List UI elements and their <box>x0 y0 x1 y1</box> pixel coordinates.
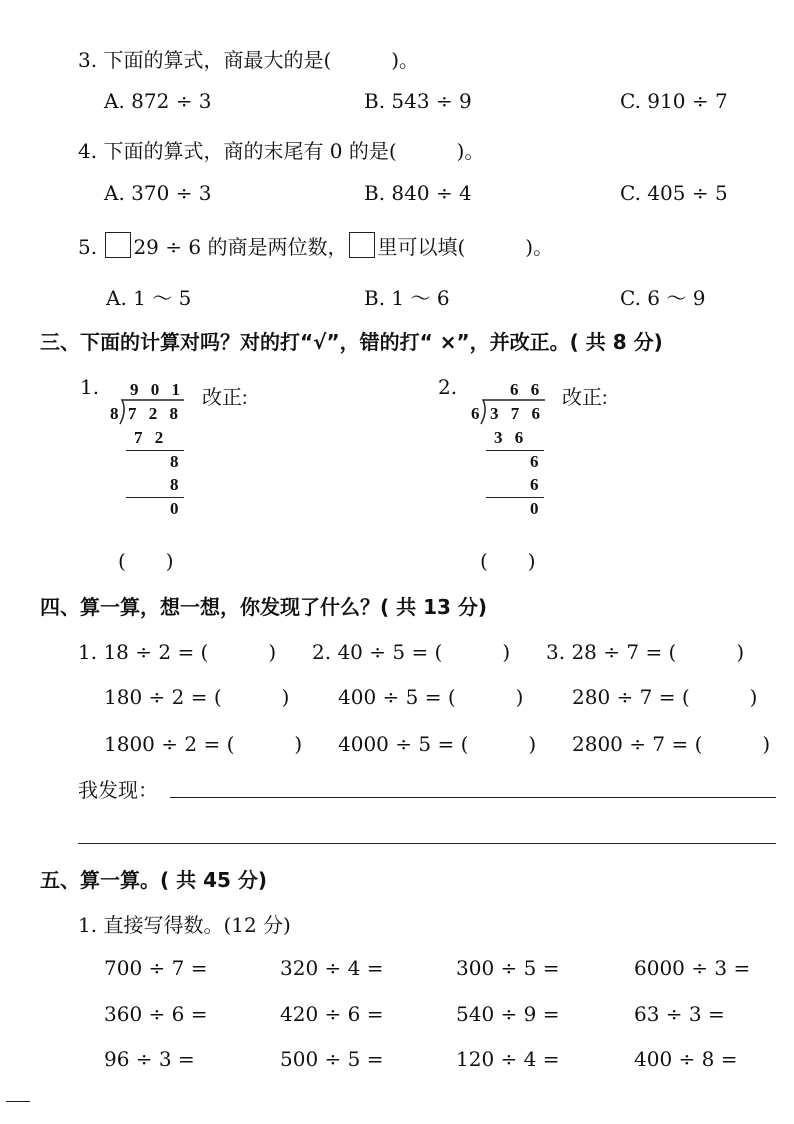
question-3-option-a: A. 872 ÷ 3 <box>104 89 212 113</box>
calc-item[interactable]: 2. 40 ÷ 5 = ( ) <box>312 640 511 664</box>
question-5-stem <box>78 231 553 260</box>
problem-1-dividend: 7 2 8 <box>128 404 182 423</box>
question-5-option-a: A. 1 ～ 5 <box>106 286 192 310</box>
calc-item[interactable]: 280 ÷ 7 = ( ) <box>572 685 758 709</box>
question-5-number: 5. <box>78 235 98 259</box>
problem-2-step2: 6 <box>530 452 543 471</box>
calc-item[interactable]: 2800 ÷ 7 = ( ) <box>572 732 771 756</box>
question-4-stem: 4. 下面的算式，商的末尾有 0 的是( )。 <box>78 139 485 163</box>
division-line <box>486 450 544 451</box>
calc-item[interactable]: 180 ÷ 2 = ( ) <box>104 685 290 709</box>
question-3-option-b: B. 543 ÷ 9 <box>364 89 472 113</box>
division-line <box>486 497 544 498</box>
problem-1-step2: 8 <box>170 452 183 471</box>
discover-answer-line[interactable] <box>170 797 776 798</box>
question-4-option-b: B. 840 ÷ 4 <box>364 181 472 205</box>
problem-2-correct-label: 改正: <box>562 387 608 409</box>
mental-calc-item[interactable]: 420 ÷ 6 = <box>280 1002 384 1026</box>
calc-item[interactable]: 4000 ÷ 5 = ( ) <box>338 732 537 756</box>
problem-2-number: 2. <box>438 375 458 399</box>
calc-item[interactable]: 3. 28 ÷ 7 = ( ) <box>546 640 745 664</box>
problem-1-step1: 7 2 <box>134 428 168 447</box>
problem-2-divisor: 6 <box>471 404 484 423</box>
mental-calc-item[interactable]: 360 ÷ 6 = <box>104 1002 208 1026</box>
problem-1-step3: 8 <box>170 475 183 494</box>
mental-calc-item[interactable]: 96 ÷ 3 = <box>104 1047 195 1071</box>
section-5-sub1-title: 1. 直接写得数。(12 分) <box>78 913 291 937</box>
calc-item[interactable]: 1. 18 ÷ 2 = ( ) <box>78 640 277 664</box>
discover-answer-line[interactable] <box>78 843 776 844</box>
mental-calc-item[interactable]: 540 ÷ 9 = <box>456 1002 560 1026</box>
blank-box[interactable] <box>349 232 375 258</box>
problem-1-quotient: 9 0 1 <box>130 380 184 399</box>
section-3-title: 三、下面的计算对吗？对的打“√”，错的打“ ×”，并改正。( 共 8 分) <box>40 330 663 354</box>
question-5-mid: 29 ÷ 6 的商是两位数， <box>133 235 348 259</box>
division-line <box>126 497 184 498</box>
mental-calc-item[interactable]: 400 ÷ 8 = <box>634 1047 738 1071</box>
problem-1-remainder: 0 <box>170 499 183 518</box>
problem-1-answer-blank[interactable]: ( ) <box>118 549 174 573</box>
question-3-stem: 3. 下面的算式，商最大的是( )。 <box>78 48 420 72</box>
question-4-option-c: C. 405 ÷ 5 <box>620 181 728 205</box>
problem-2-answer-blank[interactable]: ( ) <box>480 549 536 573</box>
section-4-title: 四、算一算，想一想，你发现了什么？( 共 13 分) <box>40 595 488 619</box>
mental-calc-item[interactable]: 120 ÷ 4 = <box>456 1047 560 1071</box>
mental-calc-item[interactable]: 500 ÷ 5 = <box>280 1047 384 1071</box>
problem-2-dividend: 3 7 6 <box>490 404 544 423</box>
discover-label: 我发现： <box>78 778 158 802</box>
problem-2-remainder: 0 <box>530 499 543 518</box>
mental-calc-item[interactable]: 6000 ÷ 3 = <box>634 956 751 980</box>
problem-1-number: 1. <box>80 375 100 399</box>
question-5-suffix: 里可以填( )。 <box>377 235 554 259</box>
question-4-option-a: A. 370 ÷ 3 <box>104 181 212 205</box>
problem-2-step3: 6 <box>530 475 543 494</box>
mental-calc-item[interactable]: 700 ÷ 7 = <box>104 956 208 980</box>
calc-item[interactable]: 1800 ÷ 2 = ( ) <box>104 732 303 756</box>
problem-2-step1: 3 6 <box>494 428 528 447</box>
division-line <box>126 450 184 451</box>
question-3-option-c: C. 910 ÷ 7 <box>620 89 728 113</box>
blank-box[interactable] <box>105 232 131 258</box>
calc-item[interactable]: 400 ÷ 5 = ( ) <box>338 685 524 709</box>
problem-1-correct-label: 改正: <box>202 387 248 409</box>
mental-calc-item[interactable]: 320 ÷ 4 = <box>280 956 384 980</box>
section-5-title: 五、算一算。( 共 45 分) <box>40 868 268 892</box>
mental-calc-item[interactable]: 63 ÷ 3 = <box>634 1002 725 1026</box>
page-edge-mark <box>6 1101 30 1102</box>
problem-2-quotient: 6 6 <box>510 380 544 399</box>
question-5-option-c: C. 6 ～ 9 <box>620 286 706 310</box>
question-5-option-b: B. 1 ～ 6 <box>364 286 450 310</box>
problem-1-divisor: 8 <box>110 404 123 423</box>
mental-calc-item[interactable]: 300 ÷ 5 = <box>456 956 560 980</box>
